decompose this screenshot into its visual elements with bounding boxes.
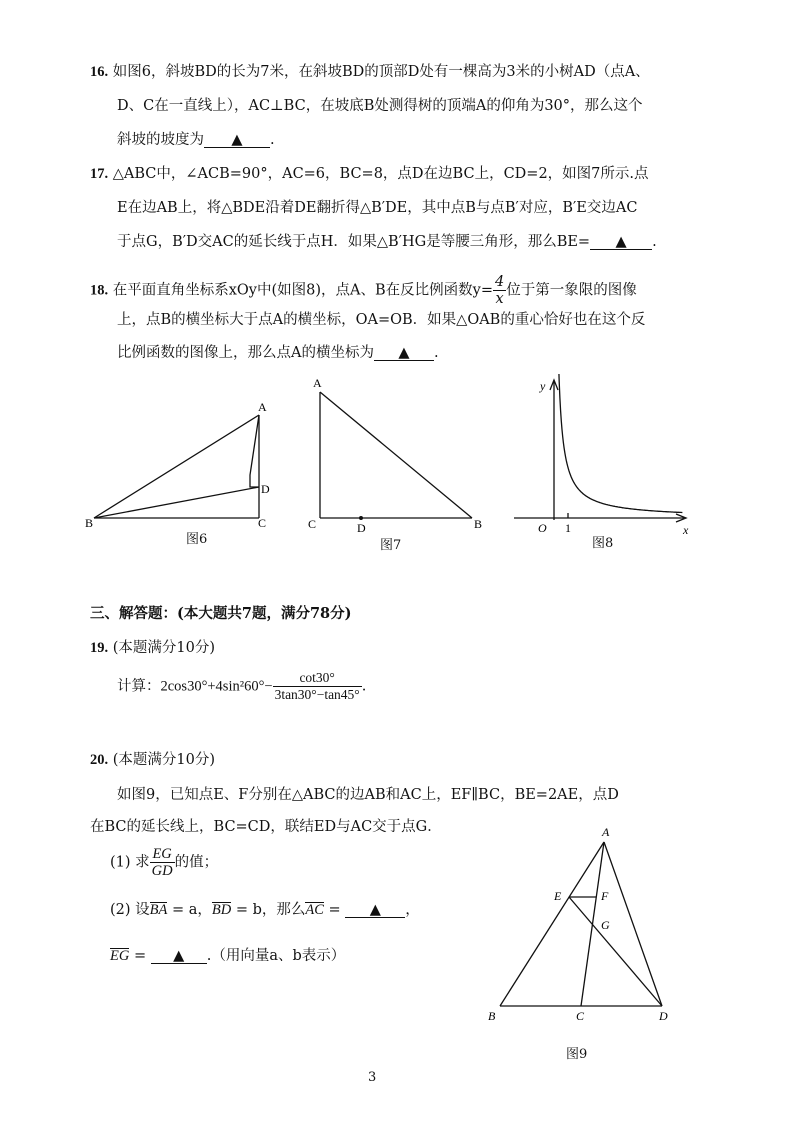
q17-line1 xyxy=(90,164,649,184)
q17-end: . xyxy=(652,234,657,250)
q20-blank-EG: ▲ xyxy=(151,946,207,964)
fig9-label-B: B xyxy=(488,1009,496,1023)
fig7-label-C: C xyxy=(308,517,317,531)
fig8-hyperbola-curve xyxy=(559,374,683,513)
q19-expr-a: 2cos30°+4sin²60°− xyxy=(160,678,273,695)
q16-text-3: 斜坡的坡度为 xyxy=(117,132,204,148)
q20-part2 xyxy=(110,900,420,920)
q20-line1: 如图9，已知点E、F分别在△ABC的边AB和AC上，EF∥BC，BE=2AE，点D xyxy=(117,787,619,803)
q18-fraction xyxy=(493,274,506,307)
q20-vector-EG: EG xyxy=(110,948,130,964)
q16-line3 xyxy=(117,130,275,150)
q18-text-1a: 在平面直角坐标系xOy中(如图8)，点A、B在反比例函数y= xyxy=(112,282,493,299)
q20-eq-b: = b，那么 xyxy=(231,902,306,918)
q18-frac-num: 4 xyxy=(495,274,505,290)
figure-8 xyxy=(506,374,706,539)
page-number: 3 xyxy=(368,1070,377,1085)
q17-text-3: 于点G，B′D交AC的延长线于点H．如果△B′HG是等腰三角形，那么BE= xyxy=(117,234,591,250)
q16-line2: D、C在一直线上），AC⊥BC，在坡底B处测得树的顶端A的仰角为30°，那么这个 xyxy=(117,98,643,114)
q18-end: . xyxy=(433,345,439,361)
q20-comma: ， xyxy=(405,902,420,918)
q20-p1-den: GD xyxy=(151,863,173,879)
fig9-line-AB xyxy=(500,842,604,1006)
fig9-caption: 图9 xyxy=(566,1047,588,1062)
q16-end: . xyxy=(270,132,275,148)
q20-p2-label: (2) 设 xyxy=(110,902,150,918)
fig6-label-B: B xyxy=(85,516,94,530)
fig7-label-D: D xyxy=(357,521,366,532)
fig7-line-AB xyxy=(320,392,472,518)
q17-number: 17. xyxy=(90,166,109,182)
q20-part2b xyxy=(110,946,345,966)
q19-expression xyxy=(117,670,366,703)
q17-answer-blank: ▲ xyxy=(590,232,652,250)
fig6-caption: 图6 xyxy=(186,532,208,547)
q19-score: (本题满分10分) xyxy=(112,640,215,656)
fig7-caption: 图7 xyxy=(380,538,402,553)
q20-number: 20. xyxy=(90,752,109,768)
q16-answer-blank: ▲ xyxy=(204,130,270,148)
q18-line3 xyxy=(117,343,439,363)
q18-frac-den: x xyxy=(495,291,504,307)
fig8-label-x: x xyxy=(683,523,689,537)
figure-7 xyxy=(304,372,494,532)
q20-line2: 在BC的延长线上，BC=CD，联结ED与AC交于点G． xyxy=(90,819,442,835)
q20-eq-eg: = xyxy=(129,948,147,964)
fig9-label-G: G xyxy=(601,918,610,932)
q20-eq-a: = a， xyxy=(167,902,212,918)
q16-line1 xyxy=(90,62,650,82)
q20-part1 xyxy=(110,846,218,879)
q18-text-1b: 位于第一象限的图像 xyxy=(506,282,637,299)
fig9-line-AD xyxy=(604,842,662,1006)
fig7-label-B: B xyxy=(474,517,483,531)
q16-number: 16. xyxy=(90,64,109,80)
q20-vector-BD: BD xyxy=(211,902,232,918)
section3-title: 三、解答题：(本大题共7题，满分78分) xyxy=(90,605,352,622)
q20-blank-AC: ▲ xyxy=(345,900,405,918)
q18-answer-blank: ▲ xyxy=(374,343,434,361)
q17-line2: E在边AB上，将△BDE沿着DE翻折得△B′DE，其中点B与点B′对应，B′E交边AC xyxy=(117,200,638,216)
q20-vector-AC: AC xyxy=(305,902,324,918)
q18-line1 xyxy=(90,274,637,307)
q20-score: (本题满分10分) xyxy=(112,752,215,768)
fig7-point-D xyxy=(359,516,363,520)
fig8-label-y: y xyxy=(540,379,546,393)
q18-text-3: 比例函数的图像上，那么点A的横坐标为 xyxy=(117,345,374,361)
q20-eq-ac: = xyxy=(323,902,341,918)
q20-vector-BA: BA xyxy=(149,902,168,918)
q20-header xyxy=(90,750,215,770)
fig9-label-A: A xyxy=(602,825,610,839)
q20-p2-end: .（用向量a、b表示） xyxy=(206,948,346,964)
q17-text-1: △ABC中，∠ACB=90°，AC=6，BC=8，点D在边BC上，CD=2，如图7所示.点 xyxy=(112,166,649,182)
q18-line2: 上，点B的横坐标大于点A的横坐标，OA=OB．如果△OAB的重心恰好也在这个反 xyxy=(117,312,646,328)
q18-number: 18. xyxy=(90,282,109,299)
fig9-label-D: D xyxy=(659,1009,668,1023)
q20-p1-label: (1) 求 xyxy=(110,854,150,871)
q19-header xyxy=(90,638,215,658)
q17-line3 xyxy=(117,232,657,252)
figure-9 xyxy=(480,822,680,1027)
fig8-label-1: 1 xyxy=(565,521,571,535)
q19-prefix: 计算： xyxy=(117,678,161,695)
q20-p1-num: EG xyxy=(150,846,175,863)
fig6-tree-outline xyxy=(250,415,259,487)
q20-p1-end: 的值； xyxy=(174,854,219,871)
fig9-label-F: F xyxy=(601,889,609,903)
q19-number: 19. xyxy=(90,640,109,656)
figure-6 xyxy=(82,395,292,530)
q16-text-1: 如图6，斜坡BD的长为7米，在斜坡BD的顶部D处有一棵高为3米的小树AD（点A、 xyxy=(112,64,650,80)
q20-p1-fraction xyxy=(150,846,175,879)
fig8-label-O: O xyxy=(538,521,547,535)
q19-frac-den: 3tan30°−tan45° xyxy=(274,687,360,702)
fig6-label-D: D xyxy=(261,482,270,496)
q19-end: . xyxy=(361,678,367,695)
fig9-label-C: C xyxy=(576,1009,585,1023)
q19-fraction xyxy=(273,670,362,703)
fig8-caption: 图8 xyxy=(592,536,614,551)
fig7-label-A: A xyxy=(313,376,322,390)
q19-frac-num: cot30° xyxy=(273,670,362,687)
fig9-label-E: E xyxy=(554,889,562,903)
fig6-label-A: A xyxy=(258,400,267,414)
fig6-label-C: C xyxy=(258,516,267,530)
